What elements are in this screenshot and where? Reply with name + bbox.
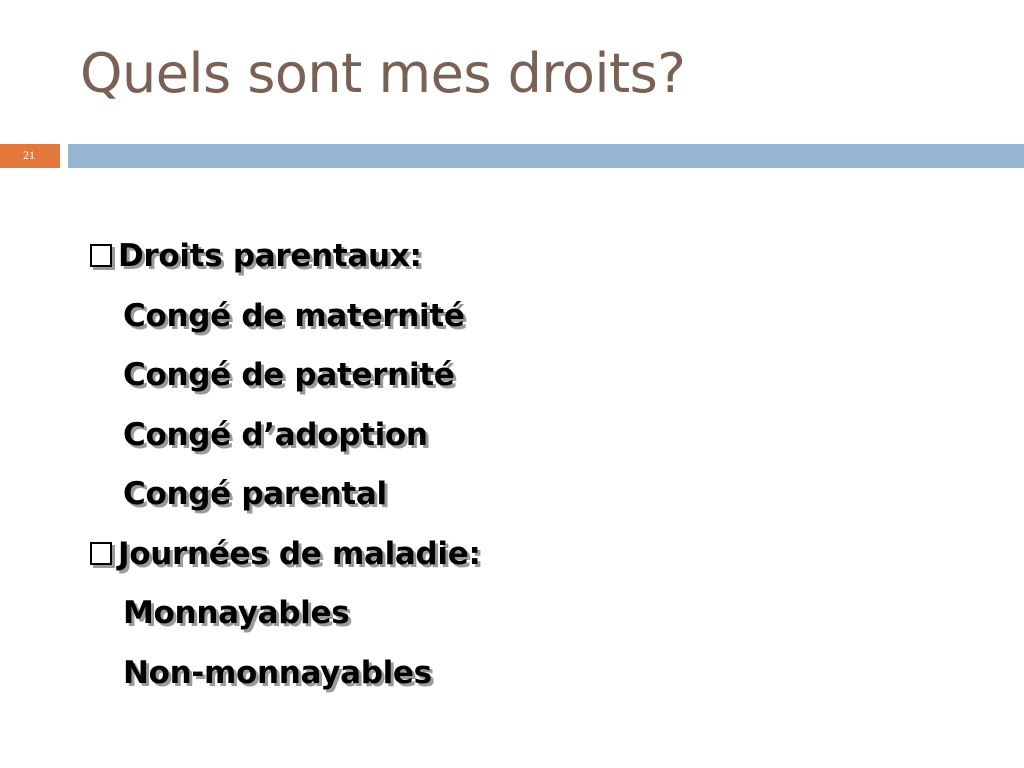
- list-item: Congé de maternité: [123, 297, 465, 334]
- accent-bar: [68, 144, 1024, 168]
- square-bullet-icon: [90, 244, 112, 267]
- section-heading: [90, 230, 990, 290]
- slide-number-badge: [0, 144, 60, 168]
- section-heading-text: Droits parentaux:: [118, 238, 422, 274]
- section-heading: [90, 528, 990, 588]
- list-item: Congé d’adoption: [123, 416, 428, 453]
- slide-number: 21: [23, 148, 35, 162]
- section-heading-text: Journées de maladie:: [118, 535, 481, 572]
- list-item: Non-monnayables: [123, 654, 432, 691]
- square-bullet-icon: [90, 542, 112, 565]
- list-item: Congé de paternité: [123, 357, 455, 393]
- slide-title: Quels sont mes droits?: [80, 42, 686, 105]
- list-item: Monnayables: [123, 595, 350, 631]
- slide-content: [90, 230, 990, 706]
- list-item: Congé parental: [123, 476, 387, 512]
